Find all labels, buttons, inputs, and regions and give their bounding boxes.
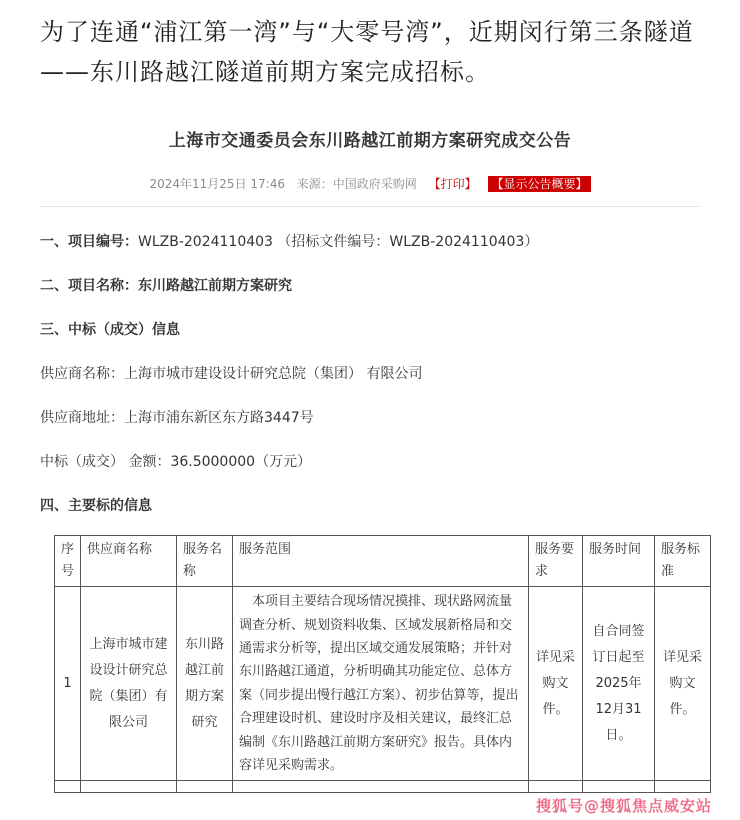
section-project-number: [40, 233, 700, 251]
intro-text: 为了连通“浦江第一湾”与“大零号湾”，近期闵行第三条隧道——东川路越江隧道前期方案完成招标。: [40, 18, 694, 86]
table-header-row: [55, 536, 711, 587]
divider: [40, 206, 700, 207]
announcement-source: 来源：中国政府采购网: [296, 177, 417, 191]
col-header-service-name: 服务名称: [177, 536, 233, 587]
col-header-seq: 序号: [55, 536, 81, 587]
print-link[interactable]: 【打印】: [428, 177, 477, 191]
table-empty-row: [55, 781, 711, 793]
col-header-service-scope: 服务范围: [233, 536, 529, 587]
award-info-heading: 三、中标（成交）信息: [40, 322, 180, 338]
cell-seq: 1: [55, 587, 81, 781]
cell-supplier: 上海市城市建设设计研究总院（集团）有限公司: [81, 587, 177, 781]
section-main-subject-heading: [40, 497, 700, 515]
project-name-value: 东川路越江前期方案研究: [138, 278, 292, 294]
col-header-service-requirement: 服务要求: [529, 536, 583, 587]
cell-service-name: 东川路越江前期方案研究: [177, 587, 233, 781]
announcement-title: 上海市交通委员会东川路越江前期方案研究成交公告: [168, 131, 572, 151]
section-supplier-address: [40, 409, 700, 427]
col-header-service-standard: 服务标准: [655, 536, 711, 587]
section-project-name: [40, 277, 700, 295]
col-header-service-time: 服务时间: [583, 536, 655, 587]
show-summary-link[interactable]: 【显示公告概要】: [488, 176, 590, 192]
cell-service-requirement: 详见采购文件。: [529, 587, 583, 781]
project-name-label: 二、项目名称：: [40, 278, 138, 294]
main-subject-heading: 四、主要标的信息: [40, 498, 152, 514]
cell-service-scope: 本项目主要结合现场情况摸排、现状路网流量调查分析、规划资料收集、区域发展新格局和交通需求分析等，提出区域交通发展策略；并针对东川路越江通道，分析明确其功能定位、总体方案（同步提出慢行越江方案）、初步估算等，提出合理建设时机、建设时序及相关建议，最终汇总编制《东川路越江前期方案研究》报告。具体内容详见采购需求。: [233, 587, 529, 781]
announcement-meta: [40, 175, 700, 192]
project-number-value: WLZB-2024110403 （招标文件编号：WLZB-2024110403）: [138, 234, 539, 250]
table-row: [55, 587, 711, 781]
section-award-info-heading: [40, 321, 700, 339]
award-amount-line: 中标（成交） 金额：36.5000000（万元）: [40, 454, 312, 470]
supplier-name-line: 供应商名称：上海市城市建设设计研究总院（集团） 有限公司: [40, 366, 423, 382]
cell-service-standard: 详见采购文件。: [655, 587, 711, 781]
watermark: 搜狐号@搜狐焦点威安站: [535, 797, 712, 815]
cell-service-time: 自合同签订日起至2025年12月31日。: [583, 587, 655, 781]
project-number-label: 一、项目编号：: [40, 234, 138, 250]
announcement-date: 2024年11月25日 17:46: [149, 177, 285, 191]
section-supplier-name: [40, 365, 700, 383]
col-header-supplier: 供应商名称: [81, 536, 177, 587]
award-table: [54, 535, 711, 793]
supplier-address-line: 供应商地址：上海市浦东新区东方路3447号: [40, 410, 314, 426]
section-award-amount: [40, 453, 700, 471]
